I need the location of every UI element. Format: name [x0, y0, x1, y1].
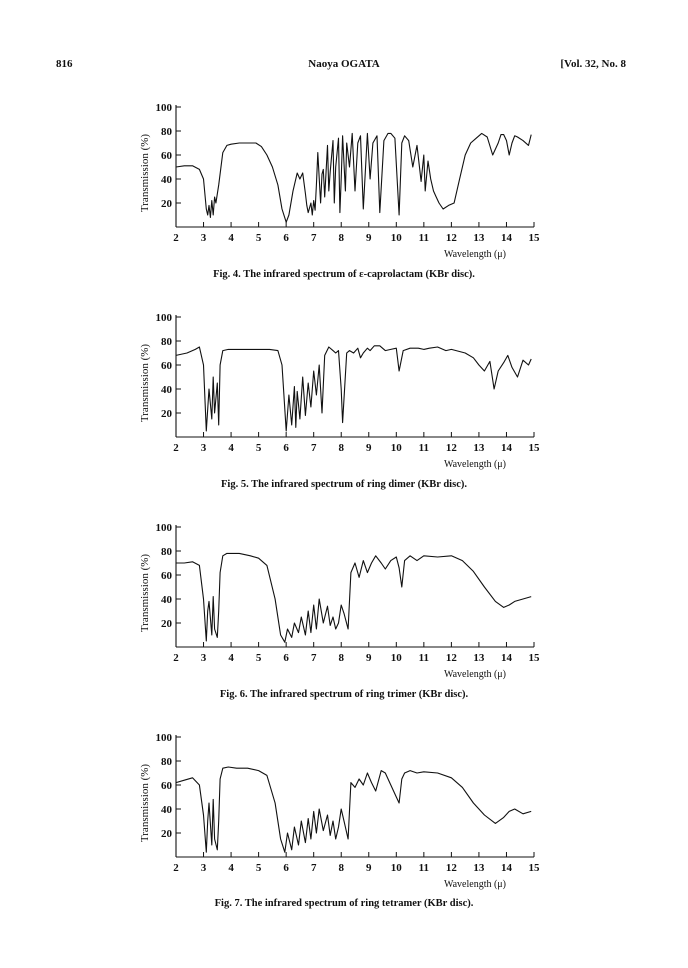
x-tick-label: 7: [310, 862, 317, 874]
spectrum-svg: [0, 515, 688, 685]
y-tick-label: 20: [161, 198, 172, 210]
x-tick-label: 5: [255, 232, 262, 244]
x-tick-label: 6: [283, 442, 289, 454]
x-tick-label: 7: [310, 652, 317, 664]
x-tick-label: 4: [228, 652, 234, 664]
volume-info: [Vol. 32, No. 8: [560, 58, 626, 70]
x-tick-label: 3: [200, 442, 207, 454]
x-tick-label: 2: [173, 442, 179, 454]
spectrum-chart-fig5: [0, 305, 688, 475]
x-tick-label: 8: [338, 232, 344, 244]
x-tick-label: 15: [528, 862, 540, 874]
x-tick-label: 6: [283, 652, 289, 664]
x-tick-label: 6: [283, 862, 289, 874]
spectrum-chart-fig7: [0, 725, 688, 895]
x-tick-label: 5: [255, 442, 262, 454]
y-tick-label: 60: [161, 150, 172, 162]
x-tick-label: 10: [390, 862, 402, 874]
y-tick-label: 60: [161, 570, 172, 582]
y-tick-label: 100: [155, 522, 172, 534]
x-tick-label: 4: [228, 862, 234, 874]
x-tick-label: 2: [173, 652, 179, 664]
y-tick-label: 40: [161, 384, 172, 396]
y-tick-label: 80: [161, 336, 172, 348]
x-tick-label: 10: [390, 652, 402, 664]
y-tick-label: 20: [161, 828, 172, 840]
x-tick-label: 7: [310, 442, 317, 454]
figure-caption-fig4: Fig. 4. The infrared spectrum of ε-caprolactam (KBr disc).: [213, 269, 475, 280]
y-axis-label: Transmission (%): [139, 343, 151, 423]
y-tick-label: 80: [161, 756, 172, 768]
x-tick-label: 14: [500, 862, 512, 874]
x-tick-label: 15: [528, 442, 540, 454]
spectrum-svg: [0, 725, 688, 895]
x-tick-label: 11: [418, 652, 430, 664]
x-axis-label: Wavelength (μ): [443, 249, 506, 260]
y-tick-label: 60: [161, 780, 172, 792]
x-tick-label: 11: [418, 232, 430, 244]
x-tick-label: 2: [173, 232, 179, 244]
y-axis-label: Transmission (%): [139, 553, 151, 633]
figure-caption-fig7: Fig. 7. The infrared spectrum of ring tetramer (KBr disc).: [214, 898, 474, 909]
figure-caption-fig6: Fig. 6. The infrared spectrum of ring trimer (KBr disc).: [219, 689, 469, 700]
x-tick-label: 9: [366, 442, 372, 454]
x-tick-label: 12: [445, 442, 457, 454]
x-tick-label: 11: [418, 442, 430, 454]
running-author: Naoya OGATA: [308, 58, 380, 70]
y-tick-label: 60: [161, 360, 172, 372]
spectrum-svg: [0, 305, 688, 475]
x-tick-label: 7: [310, 232, 317, 244]
x-tick-label: 14: [500, 442, 512, 454]
x-tick-label: 8: [338, 442, 344, 454]
spectrum-line: [176, 553, 531, 642]
x-tick-label: 13: [473, 232, 485, 244]
x-tick-label: 4: [228, 442, 234, 454]
x-tick-label: 6: [283, 232, 289, 244]
x-tick-label: 2: [173, 862, 179, 874]
x-axis-label: Wavelength (μ): [443, 459, 506, 470]
x-tick-label: 12: [445, 862, 457, 874]
x-tick-label: 9: [366, 232, 372, 244]
y-axis-label: Transmission (%): [139, 133, 151, 213]
figure-caption-fig5: Fig. 5. The infrared spectrum of ring dimer (KBr disc).: [221, 479, 467, 490]
x-axis-label: Wavelength (μ): [443, 669, 506, 680]
x-tick-label: 15: [528, 232, 540, 244]
x-tick-label: 9: [366, 862, 372, 874]
spectrum-line: [176, 346, 531, 431]
x-tick-label: 11: [418, 862, 430, 874]
x-tick-label: 3: [200, 862, 207, 874]
y-tick-label: 80: [161, 126, 172, 138]
spectrum-chart-fig6: [0, 515, 688, 685]
x-tick-label: 3: [200, 232, 207, 244]
x-tick-label: 13: [473, 442, 485, 454]
y-tick-label: 100: [155, 102, 172, 114]
x-tick-label: 8: [338, 862, 344, 874]
spectrum-svg: [0, 95, 688, 265]
x-tick-label: 10: [390, 232, 402, 244]
y-tick-label: 20: [161, 618, 172, 630]
x-tick-label: 12: [445, 652, 457, 664]
spectrum-chart-fig4: [0, 95, 688, 265]
x-tick-label: 14: [500, 232, 512, 244]
y-axis-label: Transmission (%): [139, 763, 151, 843]
spectrum-line: [176, 767, 531, 852]
x-tick-label: 10: [390, 442, 402, 454]
x-tick-label: 5: [255, 862, 262, 874]
y-tick-label: 100: [155, 312, 172, 324]
y-tick-label: 20: [161, 408, 172, 420]
y-tick-label: 100: [155, 732, 172, 744]
spectrum-line: [176, 133, 531, 222]
x-tick-label: 12: [445, 232, 457, 244]
x-tick-label: 13: [473, 862, 485, 874]
x-tick-label: 9: [366, 652, 372, 664]
x-tick-label: 13: [473, 652, 485, 664]
x-axis-label: Wavelength (μ): [443, 879, 506, 890]
x-tick-label: 14: [500, 652, 512, 664]
y-tick-label: 80: [161, 546, 172, 558]
y-tick-label: 40: [161, 174, 172, 186]
x-tick-label: 4: [228, 232, 234, 244]
x-tick-label: 8: [338, 652, 344, 664]
x-tick-label: 3: [200, 652, 207, 664]
x-tick-label: 5: [255, 652, 262, 664]
page-number: 816: [56, 58, 73, 70]
y-tick-label: 40: [161, 804, 172, 816]
y-tick-label: 40: [161, 594, 172, 606]
x-tick-label: 15: [528, 652, 540, 664]
